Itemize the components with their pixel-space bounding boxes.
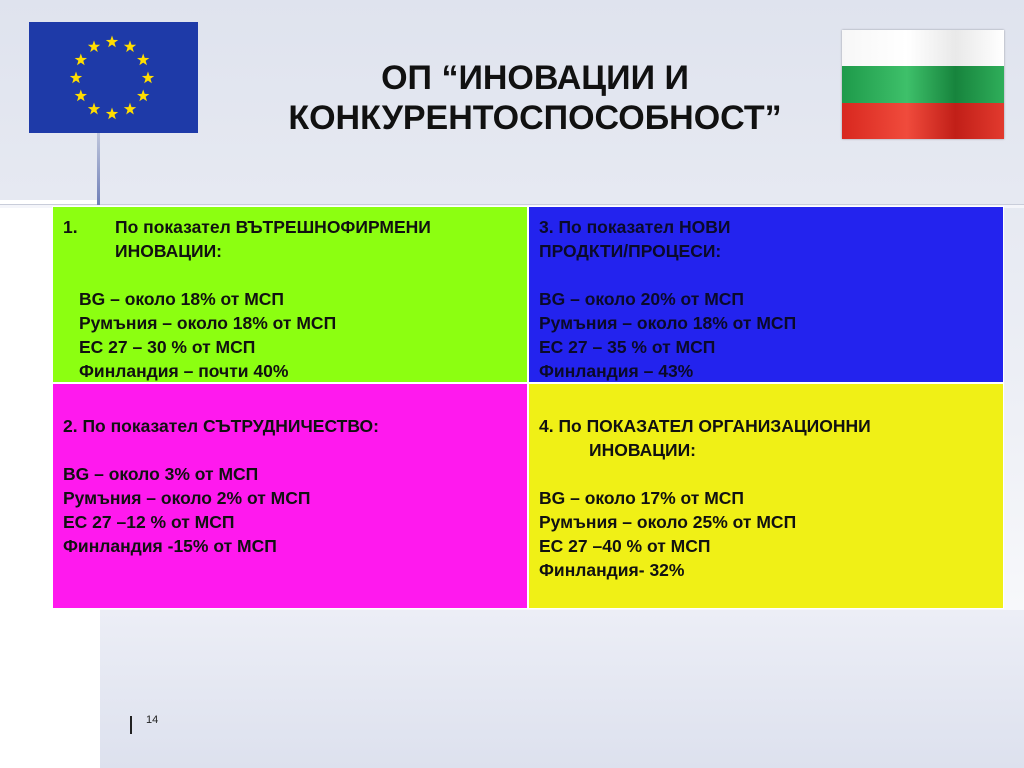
title-line-1: ОП “ИНОВАЦИИ И	[381, 59, 689, 97]
eu-star-icon	[75, 54, 87, 66]
cell-4-line: BG – около 17% от МСП	[539, 488, 744, 508]
cell-3-heading-2: ПРОДКТИ/ПРОЦЕСИ:	[539, 241, 722, 261]
cell-2-line: Румъния – около 2% от МСП	[63, 488, 311, 508]
cell-2-line: Финландия -15% от МСП	[63, 536, 277, 556]
title-line-2: КОНКУРЕНТОСПОСОБНОСТ”	[288, 99, 782, 137]
cell-3-line: BG – около 20% от МСП	[539, 289, 744, 309]
cell-4-heading: 4. По ПОКАЗАТЕЛ ОРГАНИЗАЦИОННИ	[539, 416, 871, 436]
eu-star-icon	[124, 103, 136, 115]
cell-organisational-innovation	[529, 384, 1003, 608]
eu-star-icon	[75, 90, 87, 102]
cell-internal-innovation	[53, 207, 527, 382]
eu-star-icon	[88, 103, 100, 115]
page-number	[130, 714, 158, 734]
eu-star-icon	[124, 40, 136, 52]
cell-4-line: Финландия- 32%	[539, 560, 685, 580]
cell-1-line: Финландия – почти 40%	[79, 361, 289, 381]
eu-flag-icon	[29, 22, 198, 133]
cell-2-heading: 2. По показател СЪТРУДНИЧЕСТВО:	[63, 416, 379, 436]
bulgaria-flag-icon	[842, 30, 1004, 139]
cell-3-heading: 3. По показател НОВИ	[539, 217, 731, 237]
flag-pole	[97, 133, 100, 205]
page-number-bar	[130, 716, 132, 734]
flag-stripe-red	[842, 103, 1004, 139]
cell-4-line: Румъния – около 25% от МСП	[539, 512, 797, 532]
page-number-text: 14	[146, 714, 159, 726]
cell-cooperation	[53, 384, 527, 608]
cell-1-line: BG – около 18% от МСП	[79, 289, 284, 309]
flag-stripe-green	[842, 66, 1004, 102]
eu-star-icon	[142, 72, 154, 84]
cell-1-heading-2: ИНОВАЦИИ:	[115, 241, 222, 261]
eu-star-icon	[70, 72, 82, 84]
cell-3-line: Румъния – около 18% от МСП	[539, 313, 797, 333]
cell-3-line: ЕС 27 – 35 % от МСП	[539, 337, 716, 357]
cell-1-heading: 1. По показател ВЪТРЕШНОФИРМЕНИ	[63, 217, 431, 237]
cell-1-number: 1.	[63, 217, 78, 237]
slide-title	[240, 58, 830, 138]
cell-4-line: ЕС 27 –40 % от МСП	[539, 536, 711, 556]
eu-star-icon	[106, 108, 118, 120]
cell-1-line: ЕС 27 – 30 % от МСП	[79, 337, 256, 357]
eu-star-icon	[106, 36, 118, 48]
eu-star-icon	[137, 90, 149, 102]
bottom-band	[100, 610, 1024, 768]
cell-3-line: Финландия – 43%	[539, 361, 694, 381]
cell-2-line: ЕС 27 –12 % от МСП	[63, 512, 235, 532]
cell-4-heading-2: ИНОВАЦИИ:	[589, 440, 696, 460]
flag-stripe-white	[842, 30, 1004, 66]
indicator-table	[52, 206, 1004, 609]
eu-star-icon	[137, 54, 149, 66]
cell-2-line: BG – около 3% от МСП	[63, 464, 259, 484]
eu-star-icon	[88, 40, 100, 52]
cell-1-line: Румъния – около 18% от МСП	[79, 313, 337, 333]
cell-new-products	[529, 207, 1003, 382]
